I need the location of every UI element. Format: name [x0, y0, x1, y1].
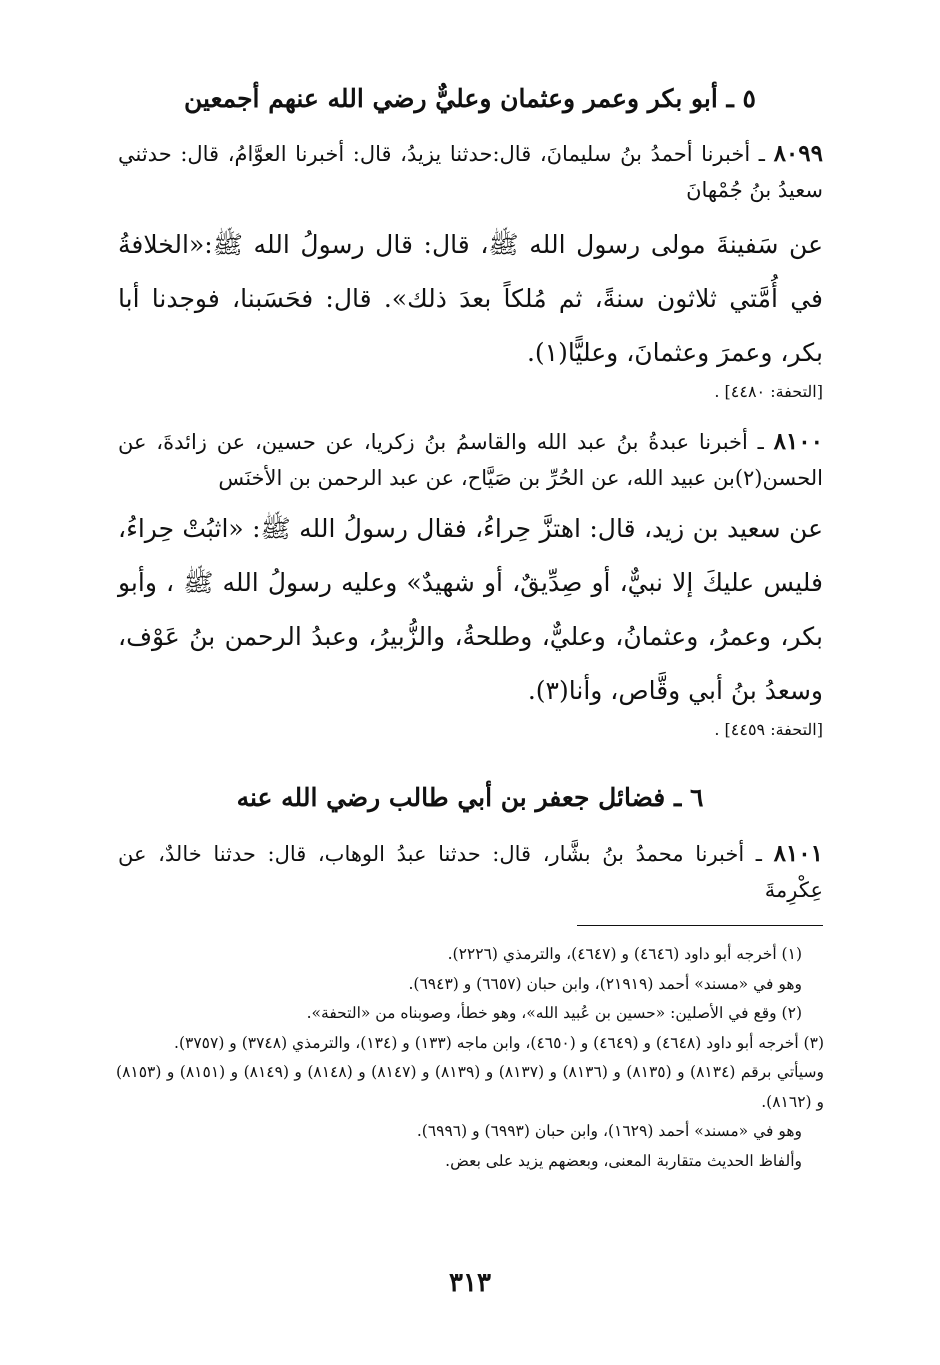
hadith-8100-matn: عن سعيد بن زيد، قال: اهتزَّ حِراءُ، فقال رسولُ الله ﷺ: «اثبُتْ حِراءُ، فليس عليكَ إلا نبيٌّ، أو صِدِّيقٌ، أو شهيدٌ» وعليه رسولُ الله ﷺ ، وأبو بكر، وعمرُ، وعثمانُ، وعليٌّ، وطلحةُ، والزُّبيرُ، وعبدُ الرحمن بنُ عَوْف، وسعدُ بنُ أبي وقَّاص، وأنا(٣).	[118, 514, 823, 705]
footnote-3: (٣) أخرجه أبو داود (٤٦٤٨) و (٤٦٤٩) و (٤٦٥٠)، وابن ماجه (١٣٣) و (١٣٤)، والترمذي (٣٧٤٨) و (٣٧٥٧).	[174, 1033, 824, 1052]
footnote-3-continued: وسيأتي برقم (٨١٣٤) و (٨١٣٥) و (٨١٣٦) و (٨١٣٧) و (٨١٣٩) و (٨١٤٧) و (٨١٤٨) و (٨١٤٩) و (٨١٥١) و (٨١٥٣) و (٨١٦٢).	[116, 1063, 825, 1111]
hadith-8100-isnad-text: ـ أخبرنا عبدةُ بنُ عبد الله والقاسمُ بنُ زكريا، عن حسين، عن زائدةَ، عن الحسن(٢)بن عبيد الله، عن الحُرِّ بن صَيَّاح، عن عبد الرحمن بن الأخنَس	[118, 430, 823, 490]
footnotes	[116, 940, 824, 1176]
footnote-1: (١) أخرجه أبو داود (٤٦٤٦) و (٤٦٤٧)، والترمذي (٢٢٢٦).	[447, 945, 802, 963]
chapter-6-heading: ٦ ـ فضائل جعفر بن أبي طالب رضي الله عنه	[236, 783, 704, 812]
hadith-8101-isnad-text: ـ أخبرنا محمدُ بنُ بشَّار، قال: حدثنا عبدُ الوهاب، قال: حدثنا خالدٌ، عن عِكْرِمةَ	[118, 842, 823, 902]
chapter-5-heading: ٥ ـ أبو بكر وعمر وعثمان وعليٌّ رضي الله عنهم أجمعين	[184, 84, 756, 113]
hadith-8100-isnad	[118, 424, 823, 496]
hadith-8099-tuhfa-ref: [التحفة: ٤٤٨٠] .	[714, 382, 823, 401]
hadith-8101-isnad	[118, 836, 823, 908]
footnote-3-remark: وألفاظ الحديث متقاربة المعنى، وبعضهم يزيد على بعض.	[445, 1151, 802, 1170]
hadith-8100-tuhfa-ref: [التحفة: ٤٤٥٩] .	[714, 720, 823, 739]
footnote-2: (٢) وقع في الأصلين: «حسين بن عُبيد الله»، وهو خطأ، وصوبناه من «التحفة».	[306, 1004, 802, 1022]
footnote-1-continued: وهو في «مسند» أحمد (٢١٩١٩)، وابن حبان (٦٦٥٧) و (٦٩٤٣).	[408, 974, 802, 993]
page-number: ٣١٣	[449, 1268, 491, 1298]
hadith-8099-isnad	[118, 136, 823, 208]
hadith-8099-isnad-text: ـ أخبرنا أحمدُ بنُ سليمانَ، قال:حدثنا يزيدُ، قال: أخبرنا العوَّامُ، قال: حدثني سعيدُ بنُ جُمْهانَ	[118, 142, 823, 202]
footnote-separator	[577, 925, 823, 926]
footnote-3-musnad: وهو في «مسند» أحمد (١٦٢٩)، وابن حبان (٦٩٩٣) و (٦٩٩٦).	[416, 1122, 802, 1140]
hadith-8099-matn: عن سَفينةَ مولى رسول الله ﷺ، قال: قال رسولُ الله ﷺ:«الخلافةُ في أُمَّتي ثلاثون سنةً، ثم مُلكاً بعدَ ذلك». قال: فحَسَبنا، فوجدنا أبا بكر، وعمرَ وعثمانَ، وعليًّا(١).	[118, 230, 823, 367]
hadith-8101-number: ٨١٠١	[773, 840, 823, 867]
hadith-8100-number: ٨١٠٠	[773, 428, 823, 455]
hadith-8099-number: ٨٠٩٩	[773, 140, 823, 167]
